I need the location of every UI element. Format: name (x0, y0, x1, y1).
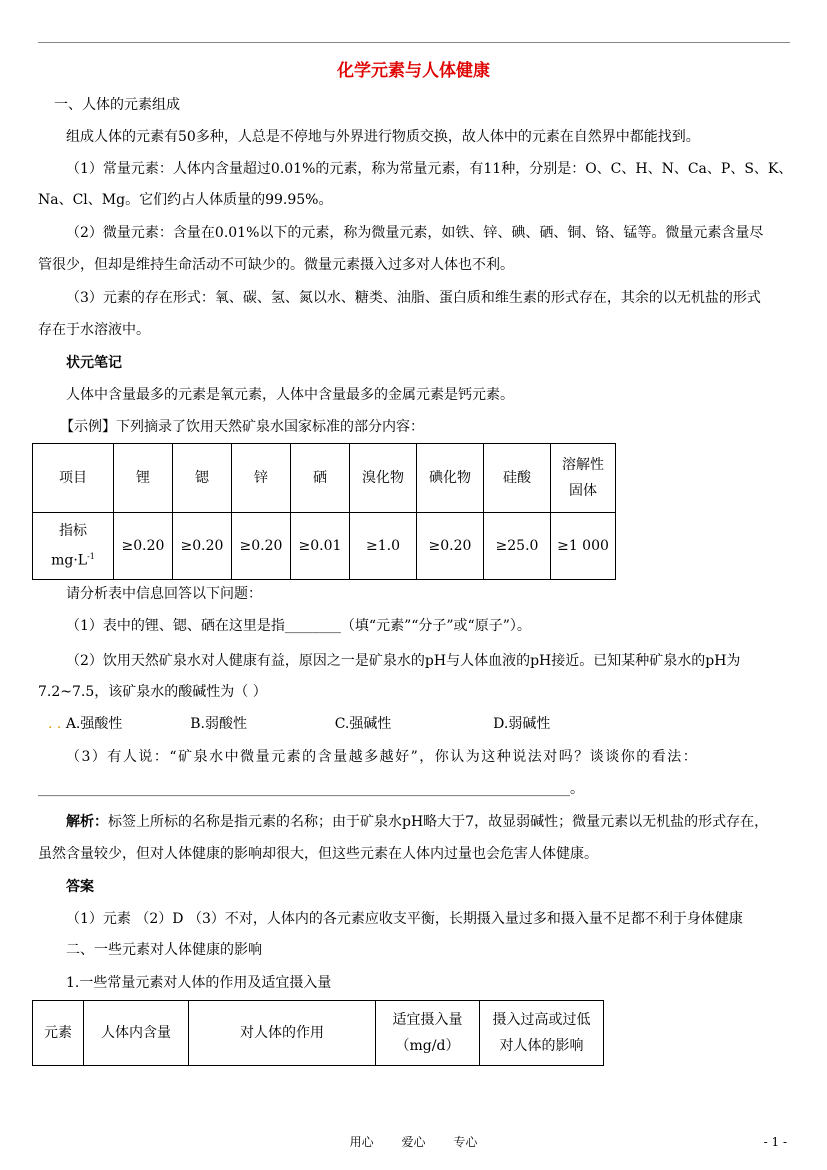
header-rule (38, 42, 790, 43)
question-2-line-2: 7.2~7.5，该矿泉水的酸碱性为（ ） (38, 684, 267, 700)
table1-value-cell: ≥0.20 (417, 513, 484, 580)
table1-value-cell: ≥1.0 (350, 513, 417, 580)
table1-value-cell: ≥0.20 (114, 513, 173, 580)
option-b: B.弱酸性 (190, 716, 248, 732)
page-title: 化学元素与人体健康 (337, 61, 490, 81)
element-effects-table (32, 1000, 604, 1066)
table2-header-cell (480, 1001, 604, 1066)
table1-header-row (33, 444, 616, 513)
table1-header-cell: 碘化物 (417, 444, 484, 513)
table1-value-cell: ≥25.0 (484, 513, 551, 580)
footer-word: 用心 (349, 1135, 374, 1149)
footer-word: 爱心 (401, 1135, 426, 1149)
answer-text: （1）元素 （2）D （3）不对，人体内的各元素应收支平衡，长期摄入量过多和摄入量不足都不利于身体健康 (66, 911, 743, 927)
table2-header-line: 摄入过高或过低 (492, 1012, 591, 1028)
unit-superscript: -1 (87, 552, 95, 562)
answer-heading: 答案 (66, 879, 94, 895)
question-1: （1）表中的锂、锶、硒在这里是指________（填“元素”“分子”或“原子”）。 (66, 618, 531, 634)
analysis-label: 解析： (66, 814, 108, 830)
table2-header-cell: 对人体的作用 (189, 1001, 376, 1066)
table1-header-cell: 项目 (33, 444, 114, 513)
mineral-water-standard-table (32, 443, 616, 580)
intro-paragraph: 组成人体的元素有50多种，人总是不停地与外界进行物质交换，故人体中的元素在自然界中都能找到。 (66, 129, 700, 145)
table1-value-cell: ≥0.20 (232, 513, 291, 580)
paragraph-1-line-1: （1）常量元素：人体内含量超过0.01%的元素，称为常量元素，有11种，分别是：O、C、H、N、Ca、P、S、K、 (66, 161, 793, 177)
option-d: D.弱碱性 (493, 716, 551, 732)
unit-text: mg·L (51, 552, 88, 569)
note-text: 人体中含量最多的元素是氧元素，人体中含量最多的金属元素是钙元素。 (66, 387, 514, 403)
table1-header-cell (551, 444, 616, 513)
table1-value-cell: ≥0.01 (291, 513, 350, 580)
question-3-answer-line: ____________________________________________________________________________。 (38, 781, 584, 797)
question-2-line-1: （2）饮用天然矿泉水对人健康有益，原因之一是矿泉水的pH与人体血液的pH接近。已知某种矿泉水的pH为 (66, 653, 741, 669)
table2-header-cell: 人体内含量 (84, 1001, 189, 1066)
table1-header-cell: 锌 (232, 444, 291, 513)
row-label-unit (33, 544, 113, 574)
table2-header-cell: 元素 (33, 1001, 84, 1066)
question-3-line-1: （3）有人说：“矿泉水中微量元素的含量越多越好”，你认为这种说法对吗？谈谈你的看法： (66, 749, 699, 765)
question-2-options (48, 713, 803, 735)
table1-header-cell: 硅酸 (484, 444, 551, 513)
paragraph-1-line-2: Na、Cl、Mg。它们约占人体质量的99.95%。 (38, 192, 333, 208)
analysis-line-1 (38, 811, 821, 833)
table1-header-cell: 硒 (291, 444, 350, 513)
table2-header-line: 对人体的影响 (499, 1038, 584, 1054)
page-number: - 1 - (763, 1135, 787, 1149)
option-marker-dots: . . (48, 716, 62, 732)
page-footer (0, 1133, 827, 1150)
table1-value-cell: ≥1 000 (551, 513, 616, 580)
table1-header-cell: 锶 (173, 444, 232, 513)
question-intro: 请分析表中信息回答以下问题： (66, 586, 262, 602)
option-c: C.强碱性 (334, 716, 392, 732)
table1-header-cell: 溴化物 (350, 444, 417, 513)
option-a: A.强酸性 (65, 716, 123, 732)
paragraph-2-line-2: 管很少，但却是维持生命活动不可缺少的。微量元素摄入过多对人体也不利。 (38, 257, 514, 273)
table1-header-line: 固体 (569, 483, 597, 499)
table2-header-cell (376, 1001, 480, 1066)
table2-header-row (33, 1001, 604, 1066)
analysis-text: 标签上所标的名称是指元素的名称；由于矿泉水pH略大于7，故显弱碱性；微量元素以无机盐的形式存在， (108, 814, 769, 830)
paragraph-2-line-1: （2）微量元素：含量在0.01%以下的元素，称为微量元素，如铁、锌、碘、硒、铜、铬、锰等。微量元素含量尽 (66, 225, 764, 241)
footer-word: 专心 (453, 1135, 478, 1149)
note-heading: 状元笔记 (66, 355, 122, 371)
table2-header-line: （mg/d） (395, 1038, 460, 1054)
section2-subheading: 1.一些常量元素对人体的作用及适宜摄入量 (66, 975, 332, 991)
paragraph-3-line-1: （3）元素的存在形式：氧、碳、氢、氮以水、糖类、油脂、蛋白质和维生素的形式存在，其余的以无机盐的形式 (66, 290, 761, 306)
table1-header-cell: 锂 (114, 444, 173, 513)
section1-heading: 一、人体的元素组成 (54, 97, 180, 113)
table1-header-line: 溶解性 (562, 457, 604, 473)
table1-value-row (33, 513, 616, 580)
example-intro: 【示例】下列摘录了饮用天然矿泉水国家标准的部分内容： (60, 419, 424, 435)
section2-heading: 二、一些元素对人体健康的影响 (66, 942, 262, 958)
paragraph-3-line-2: 存在于水溶液中。 (38, 322, 150, 338)
row-label-text: 指标 (59, 523, 87, 540)
table1-value-cell: ≥0.20 (173, 513, 232, 580)
analysis-line-2: 虽然含量较少，但对人体健康的影响却很大，但这些元素在人体内过量也会危害人体健康。 (38, 846, 598, 862)
table1-row-label (33, 513, 114, 580)
table2-header-line: 适宜摄入量 (392, 1012, 463, 1028)
